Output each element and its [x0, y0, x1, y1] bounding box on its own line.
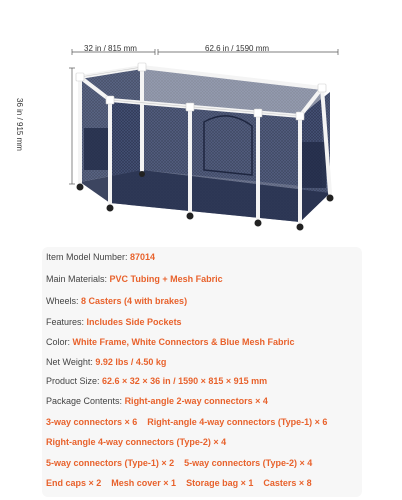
spec-package: [46, 395, 268, 407]
package-item: 5-way connectors (Type-1) × 2: [46, 458, 175, 468]
spec-weight: [46, 356, 166, 368]
package-item: Right-angle 4-way connectors (Type-2) × 4: [46, 437, 227, 447]
spec-label: Features:: [46, 317, 87, 327]
spec-label: Item Model Number:: [46, 252, 131, 262]
spec-size: [46, 375, 267, 387]
spec-features: [46, 316, 182, 328]
spec-value: Right-angle 2-way connectors × 4: [124, 396, 268, 406]
spec-value: 62.6 × 32 × 36 in / 1590 × 815 × 915 mm: [102, 376, 268, 386]
spec-value: White Frame, White Connectors & Blue Mesh Fabric: [72, 337, 295, 347]
cart-body: [80, 67, 330, 222]
package-item: Right-angle 4-way connectors (Type-1) × 6: [147, 417, 328, 427]
spec-label: Wheels:: [46, 296, 82, 306]
spec-label: Color:: [46, 337, 73, 347]
spec-wheels: [46, 295, 187, 307]
spec-model: [46, 251, 155, 263]
spec-materials: [46, 273, 223, 285]
package-item: 5-way connectors (Type-2) × 4: [184, 458, 313, 468]
depth-dimension: 32 in / 815 mm: [84, 44, 137, 53]
spec-label: Net Weight:: [46, 357, 96, 367]
spec-label: Product Size:: [46, 376, 103, 386]
package-item: 3-way connectors × 6: [46, 417, 138, 427]
package-row: [46, 457, 312, 469]
spec-value: 9.92 lbs / 4.50 kg: [95, 357, 167, 367]
spec-value: PVC Tubing + Mesh Fabric: [109, 274, 223, 284]
spec-value: 87014: [130, 252, 156, 262]
package-item: End caps × 2: [46, 478, 102, 488]
spec-value: Includes Side Pockets: [86, 317, 182, 327]
package-row: [46, 436, 226, 448]
package-item: Mesh cover × 1: [111, 478, 177, 488]
spec-value: 8 Casters (4 with brakes): [81, 296, 188, 306]
storage-cart-illustration: [0, 0, 402, 245]
package-row: [46, 416, 327, 428]
length-dimension: 62.6 in / 1590 mm: [205, 44, 270, 53]
package-item: Casters × 8: [263, 478, 312, 488]
spec-label: Main Materials:: [46, 274, 110, 284]
height-dimension: 36 in / 915 mm: [15, 98, 24, 151]
spec-label: Package Contents:: [46, 396, 125, 406]
package-row: [46, 477, 312, 489]
package-item: Storage bag × 1: [186, 478, 254, 488]
specifications-panel: [42, 247, 362, 497]
spec-color: [46, 336, 295, 348]
product-image: [0, 0, 402, 245]
